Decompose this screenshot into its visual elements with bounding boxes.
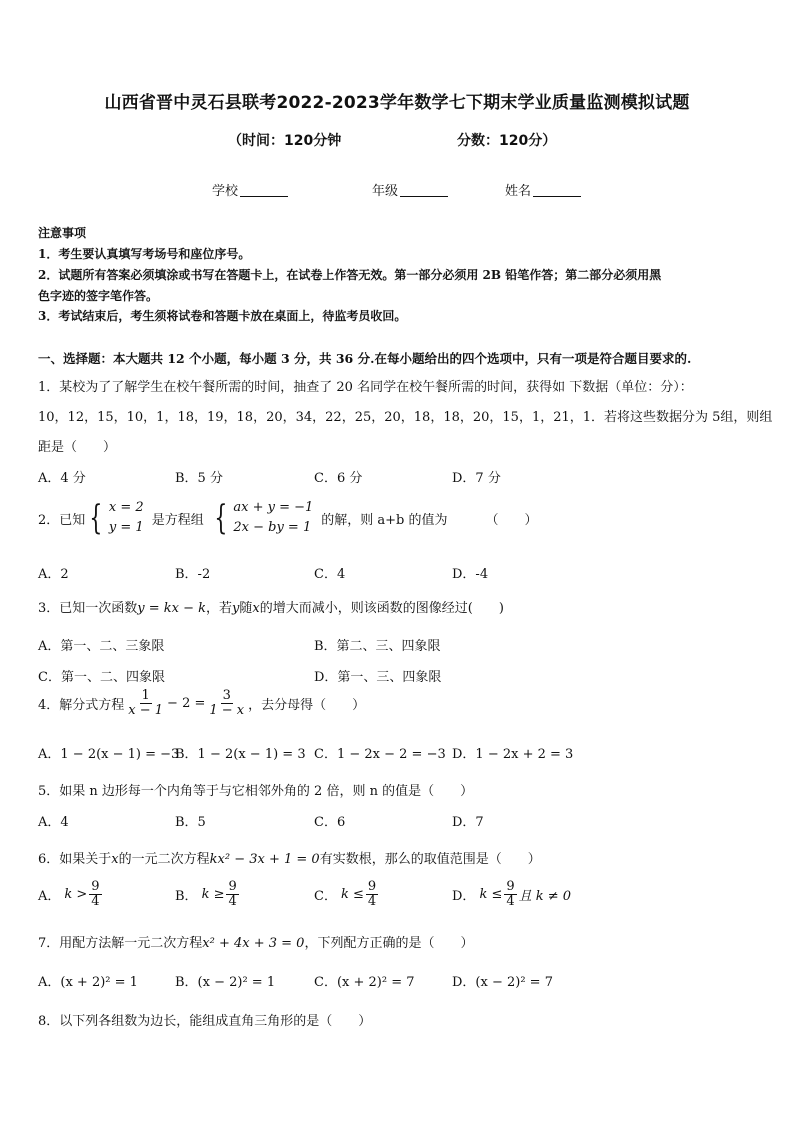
grade-blank <box>400 184 448 197</box>
q2-prefix: 2．已知 <box>38 512 86 528</box>
q7-text: ，下列配方正确的是（ ） <box>304 936 474 951</box>
fraction-numerator: 9 <box>506 879 515 894</box>
fraction-denominator: 1 − x <box>209 702 245 718</box>
option-lhs: k > <box>64 886 88 902</box>
q3-option-b: B．第二、三、四象限 <box>314 639 441 654</box>
q5-option-a: A．4 <box>38 815 69 830</box>
option-label: B． <box>175 888 198 904</box>
q2-solution-system <box>85 498 143 538</box>
time-limit: （时间：120分钟 <box>228 133 342 149</box>
q3-option-d: D．第一、三、四象限 <box>314 670 442 685</box>
name-field <box>505 180 581 199</box>
option-label: C． <box>314 888 337 904</box>
q2-option-a: A．2 <box>38 567 69 582</box>
option-label: D． <box>452 888 476 904</box>
q1-option-a: A．4 分 <box>38 471 86 486</box>
fraction-numerator: 9 <box>91 879 100 894</box>
q2-equation-system <box>210 498 314 538</box>
q8-stem: 8．以下列各组数为边长，能组成直角三角形的是（ ） <box>38 1014 372 1029</box>
q7-option-b: B．(x − 2)² = 1 <box>175 975 276 990</box>
q3-text: 的增大而减小，则该函数的图像经过( ) <box>259 601 504 616</box>
q1-stem: 1．某校为了了解学生在校午餐所需的时间，抽查了 20 名同学在校午餐所需的时间，获得如 下数据（单位：分）： <box>38 380 693 395</box>
school-blank <box>240 184 288 197</box>
q7-stem <box>38 932 473 951</box>
notes-heading: 注意事项 <box>38 226 87 240</box>
q4-option-c: C．1 − 2x − 2 = −3 <box>314 747 446 762</box>
q4-suffix: ，去分母得（ ） <box>248 697 366 713</box>
q5-option-b: B．5 <box>175 815 206 830</box>
school-label: 学校 <box>212 184 239 199</box>
document-title: 山西省晋中灵石县联考2022-2023学年数学七下期末学业质量监测模拟试题 <box>104 93 690 113</box>
q1-option-d: D．7 分 <box>452 471 501 486</box>
option-fraction <box>89 880 101 908</box>
q6-text: 的一元二次方程 <box>118 852 210 867</box>
q7-option-a: A．(x + 2)² = 1 <box>38 975 138 990</box>
option-tail: 且 k ≠ 0 <box>518 888 572 904</box>
sys-row: y = 1 <box>108 520 144 536</box>
fraction-denominator: 4 <box>506 893 515 909</box>
fraction-numerator: 3 <box>222 688 231 703</box>
name-blank <box>533 184 581 197</box>
q3-stem <box>38 597 504 616</box>
q2-option-b: B．-2 <box>175 567 211 582</box>
q2-suffix: 的解，则 a+b 的值为 <box>321 512 448 528</box>
q4-option-b: B．1 − 2(x − 1) = 3 <box>175 747 306 762</box>
note-item: 2．试题所有答案必须填涂或书写在答题卡上，在试卷上作答无效。第一部分必须用 2B 铅笔作答；第二部分必须用黑 <box>38 268 662 282</box>
note-item: 1．考生要认真填写考场号和座位序号。 <box>38 247 251 261</box>
q5-stem: 5．如果 n 边形每一个内角等于与它相邻外角的 2 倍，则 n 的值是（ ） <box>38 784 474 799</box>
q6-option-d <box>452 880 571 908</box>
fraction-numerator: 9 <box>228 879 237 894</box>
q4-fraction-left <box>126 689 165 717</box>
fraction-denominator: x − 1 <box>128 702 164 718</box>
q2-option-c: C．4 <box>314 567 346 582</box>
grade-field <box>372 180 448 199</box>
school-field <box>212 180 288 199</box>
q3-text: 3．已知一次函数 <box>38 601 138 616</box>
q1-option-c: C．6 分 <box>314 471 363 486</box>
q3-option-a: A．第一、二、三象限 <box>38 639 165 654</box>
q7-option-d: D．(x − 2)² = 7 <box>452 975 553 990</box>
q4-stem <box>38 689 365 717</box>
option-lhs: k ≤ <box>340 886 364 902</box>
q1-stem-end: 距是（ ） <box>38 440 117 455</box>
section-heading: 一、选择题：本大题共 12 个小题，每小题 3 分，共 36 分.在每小题给出的四个选项中，只有一项是符合题目要求的. <box>38 351 692 366</box>
q2-stem <box>38 498 538 538</box>
q6-option-a <box>38 880 104 908</box>
q3-var-x: x <box>252 601 260 616</box>
option-fraction <box>366 880 378 908</box>
total-score: 分数：120分） <box>457 133 557 149</box>
fraction-denominator: 4 <box>228 893 237 909</box>
q3-function: y = kx − k <box>137 601 207 616</box>
q2-option-d: D．-4 <box>452 567 489 582</box>
option-fraction <box>226 880 238 908</box>
q6-text: 6．如果关于 <box>38 852 112 867</box>
q6-text: 有实数根，那么的取值范围是（ ） <box>319 852 541 867</box>
q5-option-c: C．6 <box>314 815 346 830</box>
q4-mid: − 2 = <box>167 695 206 711</box>
q3-text: ，若 <box>206 601 233 616</box>
grade-label: 年级 <box>372 184 399 199</box>
option-fraction <box>504 880 516 908</box>
left-brace-icon: { <box>89 498 103 539</box>
fraction-denominator: 4 <box>91 893 100 909</box>
q3-text: 随 <box>239 601 253 616</box>
q7-text: 7．用配方法解一元二次方程 <box>38 936 203 951</box>
sys-row: ax + y = −1 <box>233 500 314 515</box>
fraction-denominator: 4 <box>367 893 377 909</box>
q4-fraction-right <box>207 689 246 717</box>
q2-mid: 是方程组 <box>151 512 204 528</box>
q4-prefix: 4．解分式方程 <box>38 697 125 713</box>
q7-option-c: C．(x + 2)² = 7 <box>314 975 415 990</box>
note-item: 3．考试结束后，考生须将试卷和答题卡放在桌面上，待监考员收回。 <box>38 309 407 323</box>
q6-option-b <box>175 880 241 908</box>
q6-option-c <box>314 880 380 908</box>
q2-paren: （ ） <box>485 512 538 528</box>
fraction-numerator: 1 <box>141 688 150 703</box>
q6-equation: kx² − 3x + 1 = 0 <box>209 852 320 867</box>
q6-var-x: x <box>111 852 119 867</box>
q4-option-d: D．1 − 2x + 2 = 3 <box>452 747 574 762</box>
q3-var-y: y <box>232 601 240 616</box>
q5-option-d: D．7 <box>452 815 484 830</box>
note-item: 色字迹的签字笔作答。 <box>38 289 159 303</box>
sys-row: x = 2 <box>108 500 144 515</box>
option-lhs: k ≤ <box>479 886 503 902</box>
q4-option-a: A．1 − 2(x − 1) = −3 <box>38 747 180 762</box>
q6-stem <box>38 848 541 867</box>
q7-equation: x² + 4x + 3 = 0 <box>202 936 305 951</box>
q3-option-c: C．第一、二、四象限 <box>38 670 165 685</box>
option-lhs: k ≥ <box>201 886 225 902</box>
q1-option-b: B．5 分 <box>175 471 223 486</box>
name-label: 姓名 <box>505 184 532 199</box>
left-brace-icon: { <box>214 498 228 539</box>
q1-data: 10，12，15，10，1，18，19，18，20，34，22，25，20，18，18，20，15，1，21，1．若将这些数据分为 5组，则组 <box>38 410 773 425</box>
fraction-numerator: 9 <box>367 879 377 894</box>
option-label: A． <box>38 888 61 904</box>
sys-row: 2x − by = 1 <box>233 520 312 536</box>
